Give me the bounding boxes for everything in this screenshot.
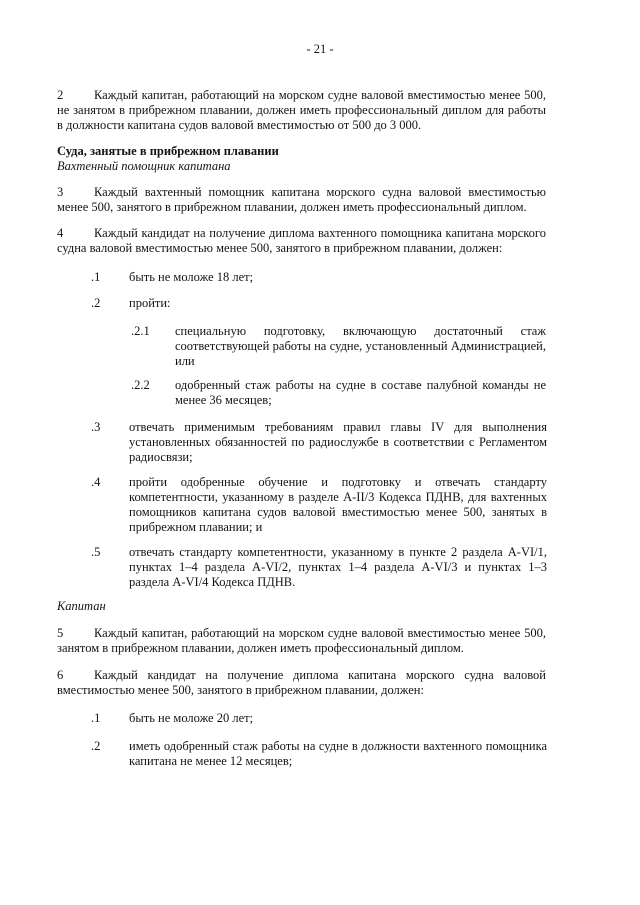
paragraph-4 — [57, 226, 546, 256]
list-item-text: иметь одобренный стаж работы на судне в должности вахтенного помощника капитана не менее 12 месяцев; — [129, 739, 547, 768]
sub-list-item-text: одобренный стаж работы на судне в составе палубной команды не менее 36 месяцев; — [175, 378, 546, 407]
list-item-number: .4 — [91, 475, 101, 489]
list-item-number: .2 — [91, 739, 101, 753]
list-item-number: .3 — [91, 420, 101, 434]
list-item-number: .1 — [91, 711, 101, 725]
list-item-number: .1 — [91, 270, 101, 284]
paragraph-number: 4 — [57, 226, 64, 240]
list-item-number: .5 — [91, 545, 101, 559]
paragraph-2 — [57, 88, 546, 133]
list-item — [91, 711, 547, 726]
list-item — [91, 475, 547, 535]
paragraph-text: Каждый капитан, работающий на морском судне валовой вместимостью менее 500, не занятом в прибрежном плавании, должен иметь профессиональный диплом для работы в должности капитана судов валовой вместимостью от 500 до 3 000. — [57, 88, 546, 132]
paragraph-number: 6 — [57, 668, 64, 682]
sub-list-item — [131, 324, 546, 369]
paragraph-3 — [57, 185, 546, 215]
list-item — [91, 545, 547, 590]
list-item-text: быть не моложе 18 лет; — [129, 270, 254, 284]
list-item — [91, 296, 547, 311]
paragraph-number: 3 — [57, 185, 64, 199]
section-heading: Суда, занятые в прибрежном плавании — [57, 144, 279, 158]
paragraph-text: Каждый кандидат на получение диплома вахтенного помощника капитана морского судна валовой вместимостью менее 500, занятого в прибрежном плавании, должен: — [57, 226, 546, 255]
page-number: - 21 - — [306, 42, 334, 56]
paragraph-text: Каждый капитан, работающий на морском судне валовой вместимостью менее 500, занятом в прибрежном плавании, должен иметь профессиональный диплом. — [57, 626, 546, 655]
list-item — [91, 270, 547, 285]
sub-list-item-text: специальную подготовку, включающую достаточный стаж соответствующей работы на судне, установленный Администрацией, или — [175, 324, 546, 368]
list-item-text: пройти одобренные обучение и подготовку и отвечать стандарту компетентности, указанному в разделе A-II/3 Кодекса ПДНВ, для вахтенных помощников капитана судов валовой вместимостью менее 500, занятых в прибрежном плавании; и — [129, 475, 547, 534]
list-item-number: .2 — [91, 296, 101, 310]
sub-list-item-number: .2.1 — [131, 324, 150, 338]
list-item — [91, 420, 547, 465]
paragraph-5 — [57, 626, 546, 656]
paragraph-6 — [57, 668, 546, 698]
captain-heading: Капитан — [57, 599, 106, 613]
list-item-text: пройти: — [129, 296, 171, 310]
list-item — [91, 739, 547, 769]
paragraph-text: Каждый кандидат на получение диплома капитана морского судна валовой вместимостью менее 500, занятого в прибрежном плавании, должен: — [57, 668, 546, 697]
sub-list-item — [131, 378, 546, 408]
list-item-text: быть не моложе 20 лет; — [129, 711, 254, 725]
section-subheading: Вахтенный помощник капитана — [57, 159, 231, 173]
paragraph-number: 5 — [57, 626, 64, 640]
list-item-text: отвечать стандарту компетентности, указанному в пункте 2 раздела A-VI/1, пунктах 1–4 раздела A-VI/2, пунктах 1–4 раздела A-VI/3 и пунктах 1–3 раздела A-VI/4 Кодекса ПДНВ. — [129, 545, 547, 589]
sub-list-item-number: .2.2 — [131, 378, 150, 392]
paragraph-number: 2 — [57, 88, 64, 102]
list-item-text: отвечать применимым требованиям правил главы IV для выполнения установленных обязанностей по радиослужбе в соответствии с Регламентом радиосвязи; — [129, 420, 547, 464]
paragraph-text: Каждый вахтенный помощник капитана морского судна валовой вместимостью менее 500, занятого в прибрежном плавании, должен иметь профессиональный диплом. — [57, 185, 546, 214]
